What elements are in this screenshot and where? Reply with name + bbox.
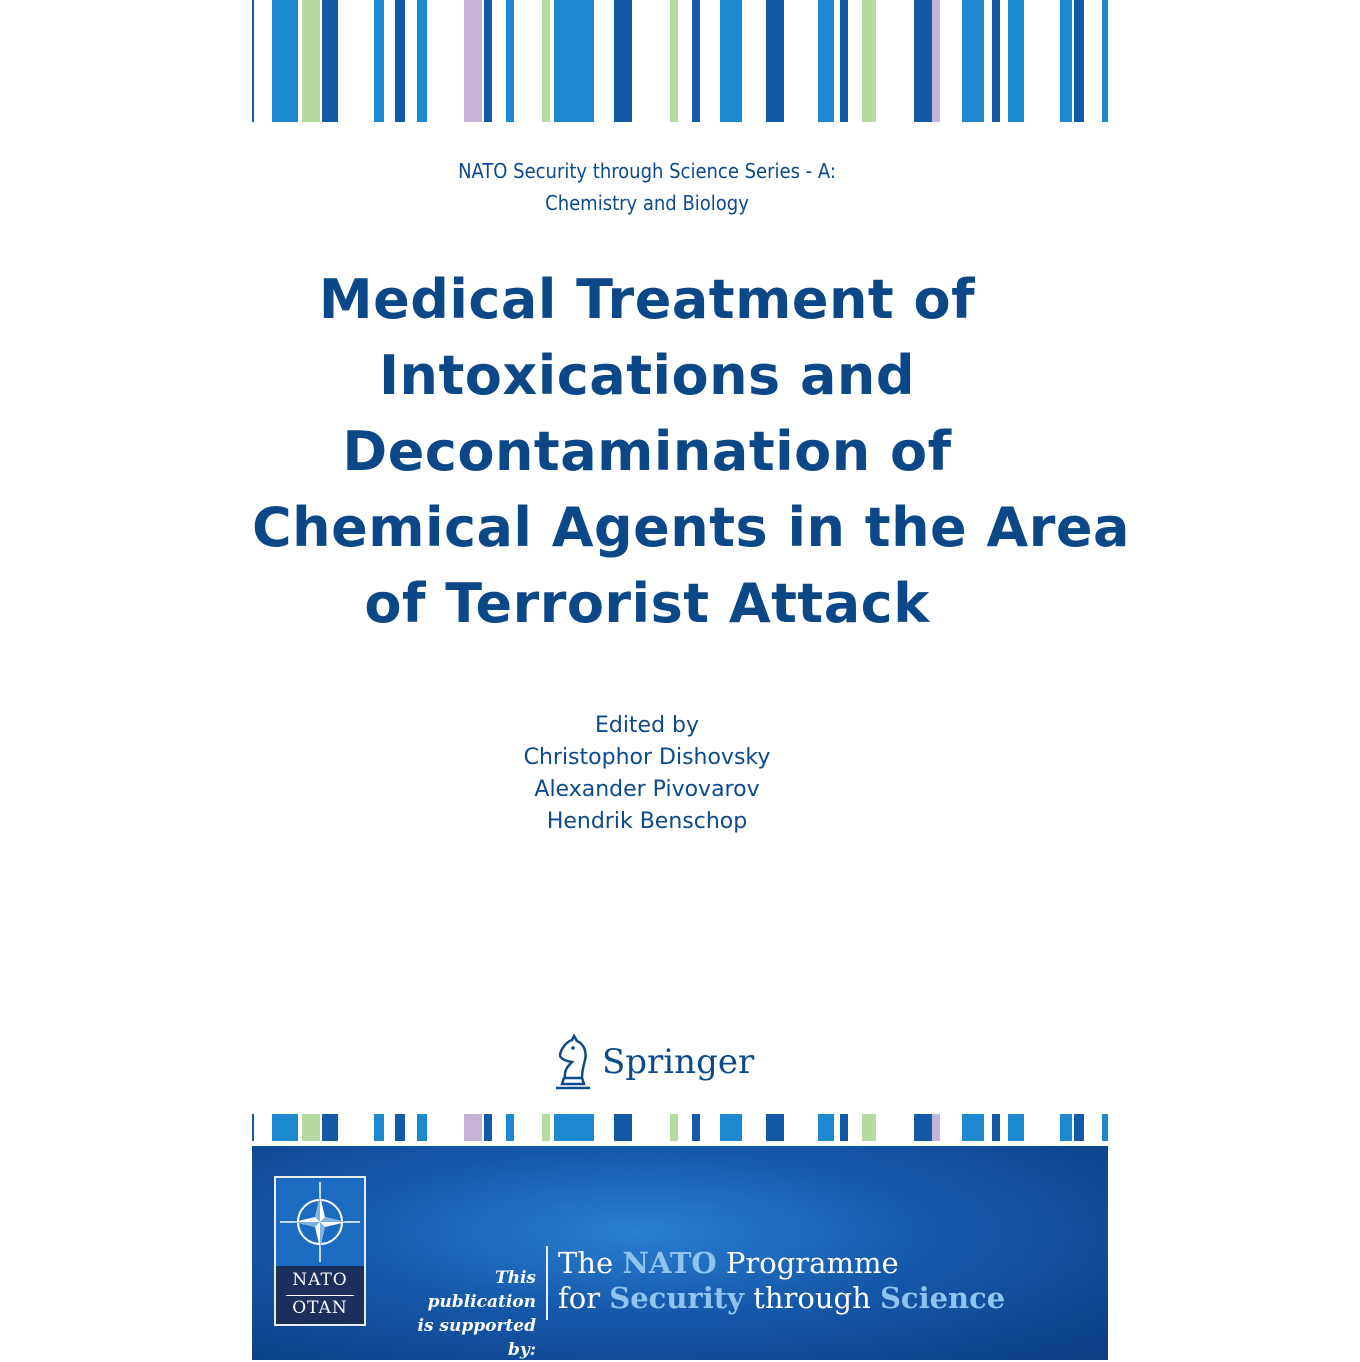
title-line-3: Decontamination of: [342, 420, 952, 483]
decorative-stripe: [542, 0, 550, 122]
decorative-stripe: [322, 0, 338, 122]
decorative-stripe: [484, 1114, 492, 1141]
decorative-stripe: [322, 1114, 338, 1141]
series-line-1: NATO Security through Science Series - A:: [458, 159, 836, 183]
edited-by-label: Edited by: [594, 713, 700, 738]
decorative-stripe: [1008, 0, 1024, 122]
decorative-stripe: [914, 0, 932, 122]
decorative-stripe: [417, 0, 427, 122]
programme-highlight: Science: [879, 1281, 1006, 1315]
decorative-stripe: [766, 0, 784, 122]
decorative-stripe: [1102, 1114, 1108, 1141]
decorative-stripe: [302, 1114, 320, 1141]
vertical-divider: [546, 1246, 548, 1320]
top-stripe-band: [252, 0, 1108, 122]
decorative-stripe: [766, 1114, 784, 1141]
publisher-name: Springer: [602, 1042, 755, 1082]
decorative-stripe: [1060, 1114, 1072, 1141]
decorative-stripe: [542, 1114, 550, 1141]
series-line-2: Chemistry and Biology: [545, 191, 749, 215]
programme-word: Programme: [716, 1246, 899, 1280]
decorative-stripe: [395, 1114, 405, 1141]
decorative-stripe: [272, 0, 298, 122]
decorative-stripe: [720, 0, 742, 122]
decorative-stripe: [1060, 0, 1072, 122]
decorative-stripe: [992, 0, 1000, 122]
nato-otan-logo: [274, 1176, 366, 1326]
nato-programme-band: [252, 1146, 1108, 1360]
logo-divider: [286, 1295, 354, 1296]
programme-line-2: [558, 1281, 1005, 1316]
decorative-stripe: [962, 1114, 984, 1141]
decorative-stripe: [614, 0, 632, 122]
decorative-stripe: [1074, 0, 1084, 122]
decorative-stripe: [932, 1114, 940, 1141]
decorative-stripe: [395, 0, 405, 122]
bottom-stripe-band: [252, 1114, 1108, 1141]
decorative-stripe: [417, 1114, 427, 1141]
title-line-5: of Terrorist Attack: [364, 572, 930, 635]
decorative-stripe: [506, 0, 514, 122]
decorative-stripe: [484, 0, 492, 122]
book-cover: [252, 0, 1130, 1360]
decorative-stripe: [932, 0, 940, 122]
decorative-stripe: [554, 0, 594, 122]
decorative-stripe: [692, 1114, 700, 1141]
programme-word: The: [558, 1246, 623, 1280]
decorative-stripe: [302, 0, 320, 122]
decorative-stripe: [670, 1114, 678, 1141]
decorative-stripe: [818, 1114, 834, 1141]
supported-line-2: is supported by:: [417, 1316, 536, 1360]
nato-programme-title: [558, 1246, 1005, 1316]
knight-chess-piece-icon: [552, 1034, 594, 1090]
otan-label: OTAN: [292, 1298, 348, 1318]
editor-name: Hendrik Benschop: [546, 809, 748, 834]
supported-line-1: This publication: [427, 1268, 536, 1312]
decorative-stripe: [914, 1114, 932, 1141]
title-line-2: Intoxications and: [378, 344, 916, 407]
editor-name: Alexander Pivovarov: [534, 777, 760, 802]
decorative-stripe: [464, 1114, 482, 1141]
programme-highlight: Security: [609, 1281, 744, 1315]
title-line-1: Medical Treatment of: [318, 268, 976, 331]
decorative-stripe: [614, 1114, 632, 1141]
decorative-stripe: [374, 1114, 384, 1141]
decorative-stripe: [1008, 1114, 1024, 1141]
decorative-stripe: [464, 0, 482, 122]
programme-word: through: [743, 1281, 880, 1315]
editors-block: [252, 710, 1042, 838]
decorative-stripe: [252, 0, 254, 122]
decorative-stripe: [1074, 1114, 1084, 1141]
decorative-stripe: [670, 0, 678, 122]
decorative-stripe: [818, 0, 834, 122]
decorative-stripe: [992, 1114, 1000, 1141]
programme-line-1: [558, 1246, 1005, 1281]
series-title: [252, 155, 1042, 219]
decorative-stripe: [1102, 0, 1108, 122]
book-title: [252, 262, 1130, 642]
decorative-stripe: [862, 0, 876, 122]
decorative-stripe: [692, 0, 700, 122]
decorative-stripe: [862, 1114, 876, 1141]
decorative-stripe: [506, 1114, 514, 1141]
decorative-stripe: [840, 0, 848, 122]
programme-highlight: NATO: [622, 1246, 717, 1280]
publisher-logo: [552, 1032, 754, 1092]
decorative-stripe: [840, 1114, 848, 1141]
decorative-stripe: [374, 0, 384, 122]
title-line-4: Chemical Agents in the Area: [252, 496, 1130, 559]
decorative-stripe: [252, 1114, 254, 1141]
decorative-stripe: [962, 0, 984, 122]
nato-compass-star-icon: [276, 1178, 364, 1266]
decorative-stripe: [720, 1114, 742, 1141]
editor-name: Christophor Dishovsky: [523, 745, 771, 770]
supported-by-text: [384, 1266, 536, 1362]
nato-label: NATO: [292, 1270, 348, 1290]
decorative-stripe: [272, 1114, 298, 1141]
decorative-stripe: [554, 1114, 594, 1141]
programme-word: for: [558, 1281, 610, 1315]
